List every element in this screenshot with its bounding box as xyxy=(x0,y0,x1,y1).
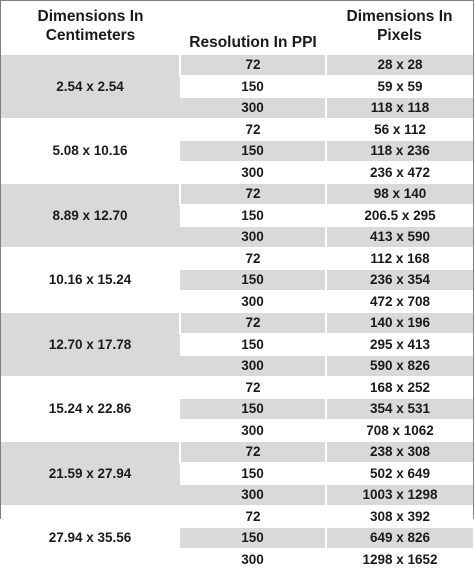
dimension-cm-cell: 5.08 x 10.16 xyxy=(1,119,180,184)
ppi-cell: 300 xyxy=(180,549,326,569)
ppi-cell: 300 xyxy=(180,355,326,377)
ppi-cell: 72 xyxy=(180,119,326,141)
pixels-cell: 59 x 59 xyxy=(326,76,473,98)
table-body xyxy=(1,54,473,569)
dimension-cm-cell: 2.54 x 2.54 xyxy=(1,54,180,119)
dimension-cm-cell: 27.94 x 35.56 xyxy=(1,506,180,569)
ppi-cell: 150 xyxy=(180,205,326,227)
ppi-cell: 300 xyxy=(180,162,326,184)
pixels-cell: 112 x 168 xyxy=(326,248,473,270)
table-row xyxy=(1,248,473,270)
pixels-cell: 649 x 826 xyxy=(326,527,473,549)
table-row xyxy=(1,506,473,528)
pixels-cell: 98 x 140 xyxy=(326,183,473,205)
ppi-cell: 300 xyxy=(180,226,326,248)
table-row xyxy=(1,312,473,334)
pixels-cell: 238 x 308 xyxy=(326,441,473,463)
header-row xyxy=(1,1,473,54)
pixels-cell: 308 x 392 xyxy=(326,506,473,528)
pixels-cell: 28 x 28 xyxy=(326,54,473,76)
pixels-cell: 168 x 252 xyxy=(326,377,473,399)
pixels-cell: 708 x 1062 xyxy=(326,420,473,442)
ppi-cell: 150 xyxy=(180,76,326,98)
ppi-cell: 150 xyxy=(180,398,326,420)
pixels-cell: 590 x 826 xyxy=(326,355,473,377)
pixels-cell: 295 x 413 xyxy=(326,334,473,356)
pixels-cell: 413 x 590 xyxy=(326,226,473,248)
header-dimensions-pixels: Dimensions In Pixels xyxy=(326,1,473,54)
ppi-cell: 150 xyxy=(180,334,326,356)
ppi-cell: 72 xyxy=(180,54,326,76)
ppi-cell: 150 xyxy=(180,140,326,162)
table-row xyxy=(1,183,473,205)
dimension-cm-cell: 15.24 x 22.86 xyxy=(1,377,180,442)
ppi-cell: 300 xyxy=(180,484,326,506)
pixels-cell: 56 x 112 xyxy=(326,119,473,141)
pixels-cell: 140 x 196 xyxy=(326,312,473,334)
pixels-cell: 1298 x 1652 xyxy=(326,549,473,569)
ppi-cell: 72 xyxy=(180,248,326,270)
table-row xyxy=(1,54,473,76)
pixels-cell: 236 x 472 xyxy=(326,162,473,184)
pixels-cell: 206.5 x 295 xyxy=(326,205,473,227)
ppi-cell: 150 xyxy=(180,527,326,549)
dimension-cm-cell: 21.59 x 27.94 xyxy=(1,441,180,506)
dimension-cm-cell: 8.89 x 12.70 xyxy=(1,183,180,248)
ppi-cell: 300 xyxy=(180,291,326,313)
table-row xyxy=(1,119,473,141)
dimension-cm-cell: 12.70 x 17.78 xyxy=(1,312,180,377)
ppi-cell: 72 xyxy=(180,312,326,334)
pixels-cell: 1003 x 1298 xyxy=(326,484,473,506)
header-resolution-ppi: Resolution In PPI xyxy=(180,1,326,54)
pixels-cell: 118 x 118 xyxy=(326,97,473,119)
pixels-cell: 236 x 354 xyxy=(326,269,473,291)
ppi-cell: 72 xyxy=(180,441,326,463)
dimension-cm-cell: 10.16 x 15.24 xyxy=(1,248,180,313)
ppi-cell: 300 xyxy=(180,420,326,442)
pixels-cell: 354 x 531 xyxy=(326,398,473,420)
table-row xyxy=(1,377,473,399)
ppi-cell: 150 xyxy=(180,269,326,291)
ppi-cell: 72 xyxy=(180,183,326,205)
ppi-cell: 150 xyxy=(180,463,326,485)
header-dimensions-cm: Dimensions In Centimeters xyxy=(1,1,180,54)
resolution-table xyxy=(1,1,473,569)
ppi-cell: 72 xyxy=(180,506,326,528)
table-header xyxy=(1,1,473,54)
ppi-cell: 300 xyxy=(180,97,326,119)
pixels-cell: 118 x 236 xyxy=(326,140,473,162)
ppi-cell: 72 xyxy=(180,377,326,399)
pixels-cell: 472 x 708 xyxy=(326,291,473,313)
pixels-cell: 502 x 649 xyxy=(326,463,473,485)
table-row xyxy=(1,441,473,463)
